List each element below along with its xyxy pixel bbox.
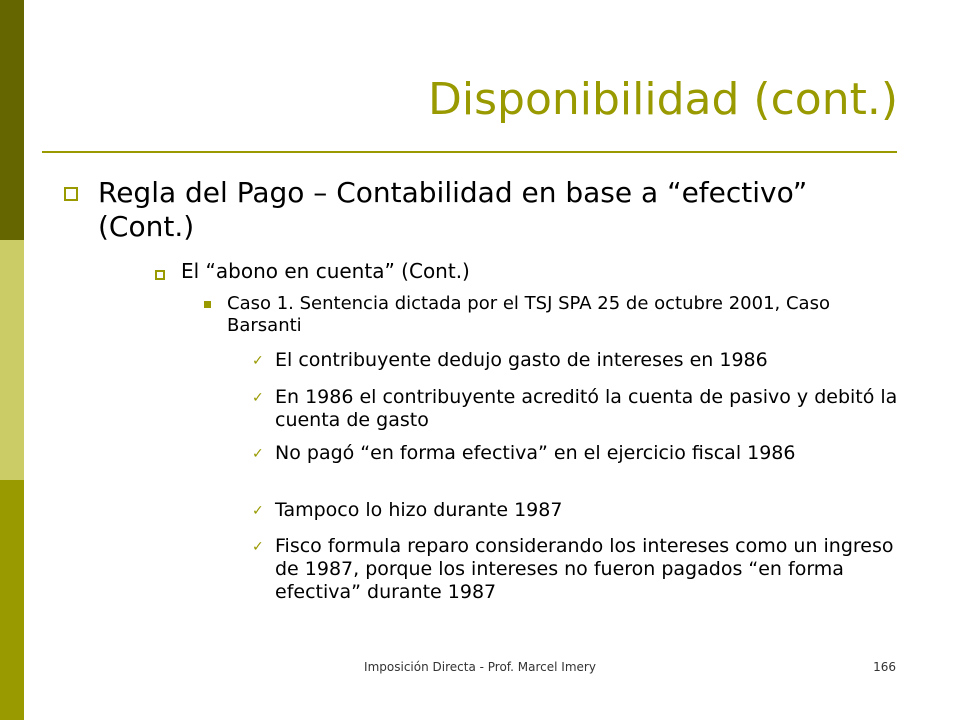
footer-text: Imposición Directa - Prof. Marcel Imery	[364, 660, 596, 674]
small-hollow-square-bullet-icon	[155, 270, 165, 280]
bullet-level-2-text: El “abono en cuenta” (Cont.)	[181, 259, 470, 283]
sidebar-decoration	[0, 0, 24, 720]
hollow-square-bullet-icon	[64, 187, 78, 201]
slide-title: Disponibilidad (cont.)	[428, 74, 898, 125]
title-divider	[42, 151, 897, 153]
checkmark-icon: ✓	[252, 446, 264, 462]
check-item: El contribuyente dedujo gasto de intereses en 1986	[275, 349, 768, 371]
checkmark-icon: ✓	[252, 503, 264, 519]
sidebar-block-bottom	[0, 480, 24, 720]
sidebar-block-middle	[0, 240, 24, 480]
bullet-level-3-text: Caso 1. Sentencia dictada por el TSJ SPA 25 de octubre 2001, Caso Barsanti	[227, 293, 830, 336]
check-item: Tampoco lo hizo durante 1987	[275, 499, 563, 521]
checkmark-icon: ✓	[252, 353, 264, 369]
check-item: No pagó “en forma efectiva” en el ejercicio fiscal 1986	[275, 442, 796, 464]
checkmark-icon: ✓	[252, 539, 264, 555]
checkmark-icon: ✓	[252, 390, 264, 406]
filled-square-bullet-icon	[204, 301, 211, 308]
check-item: Fisco formula reparo considerando los intereses como un ingreso de 1987, porque los intereses no fueron pagados “en forma efectiva” durante 1987	[275, 535, 894, 603]
page-number: 166	[873, 660, 896, 674]
check-item: En 1986 el contribuyente acreditó la cuenta de pasivo y debitó la cuenta de gasto	[275, 386, 898, 431]
sidebar-block-top	[0, 0, 24, 240]
bullet-level-1-text: Regla del Pago – Contabilidad en base a “efectivo” (Cont.)	[98, 176, 808, 243]
